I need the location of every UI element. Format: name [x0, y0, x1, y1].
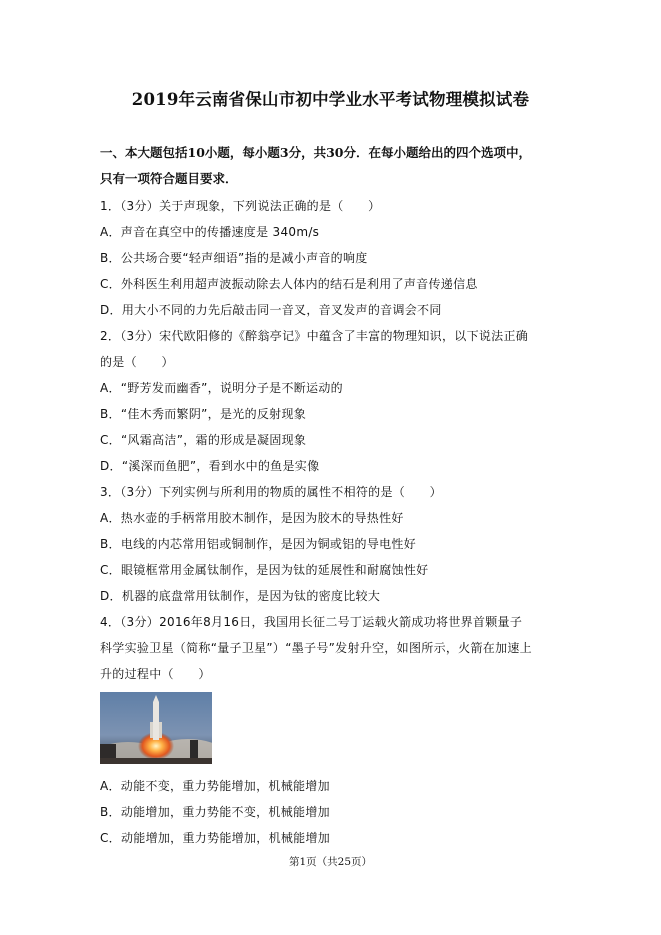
page-title: 2019年云南省保山市初中学业水平考试物理模拟试卷 — [131, 90, 530, 109]
question-4-option-b: B．动能增加，重力势能不变，机械能增加 — [100, 805, 330, 819]
question-3-stem: 3．（3分）下列实例与所利用的物质的属性不相符的是（ ） — [100, 485, 442, 499]
question-2-stem: 的是（ ） — [100, 355, 174, 369]
question-2-stem: 2．（3分）宋代欧阳修的《醉翁亭记》中蕴含了丰富的物理知识，以下说法正确 — [100, 329, 529, 343]
question-1-option-a: A．声音在真空中的传播速度是 340m/s — [100, 225, 320, 239]
question-4-stem: 升的过程中（ ） — [100, 667, 211, 681]
question-4-stem: 科学实验卫星（简称“量子卫星”）“墨子号”发射升空，如图所示，火箭在加速上 — [100, 641, 532, 655]
question-2-option-d: D．“溪深而鱼肥”，看到水中的鱼是实像 — [100, 459, 320, 473]
question-2-option-b: B．“佳木秀而繁阴”，是光的反射现象 — [100, 407, 307, 421]
question-3-option-a: A．热水壶的手柄常用胶木制作，是因为胶木的导热性好 — [100, 511, 404, 525]
question-1-stem: 1．（3分）关于声现象，下列说法正确的是（ ） — [100, 199, 381, 213]
question-2-option-c: C．“风霜高洁”，霜的形成是凝固现象 — [100, 433, 307, 447]
question-4-option-a: A．动能不变，重力势能增加，机械能增加 — [100, 779, 330, 793]
section-heading-line: 一、本大题包括10小题，每小题3分，共30分．在每小题给出的四个选项中， — [100, 145, 531, 160]
section-heading-line: 只有一项符合题目要求． — [100, 171, 238, 186]
question-3-option-c: C．眼镜框常用金属钛制作，是因为钛的延展性和耐腐蚀性好 — [100, 563, 429, 577]
question-3-option-b: B．电线的内芯常用铝或铜制作，是因为铜或铝的导电性好 — [100, 537, 417, 551]
question-1-option-c: C．外科医生利用超声波振动除去人体内的结石是利用了声音传递信息 — [100, 277, 478, 291]
section-heading — [100, 140, 570, 192]
question-2-option-a: A．“野芳发而幽香”，说明分子是不断运动的 — [100, 381, 343, 395]
question-4-option-c: C．动能增加，重力势能增加，机械能增加 — [100, 831, 331, 845]
question-1-option-b: B．公共场合要“轻声细语”指的是减小声音的响度 — [100, 251, 368, 265]
question-4-stem: 4．（3分）2016年8月16日，我国用长征二号丁运载火箭成功将世界首颗量子 — [100, 615, 523, 629]
question-1-option-d: D．用大小不同的力先后敲击同一音叉，音叉发声的音调会不同 — [100, 303, 442, 317]
page-number-footer: 第1页（共25页） — [288, 856, 373, 868]
question-3-option-d: D．机器的底盘常用钛制作，是因为钛的密度比较大 — [100, 589, 381, 603]
rocket-launch-image — [100, 692, 212, 764]
